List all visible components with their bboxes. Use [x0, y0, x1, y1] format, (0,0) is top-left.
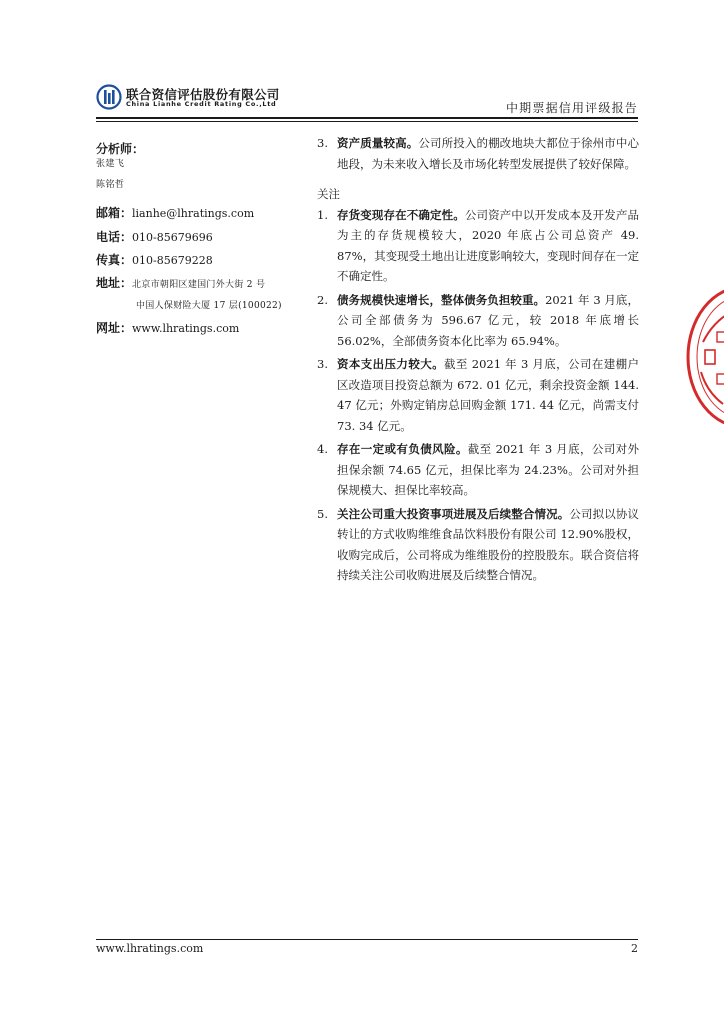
header-divider — [96, 117, 638, 119]
phone-label: 电话： — [96, 230, 133, 244]
item-heading: 存在一定或有负债风险。 — [337, 442, 468, 456]
item-heading: 关注公司重大投资事项进展及后续整合情况。 — [337, 506, 570, 521]
item-number: 3. — [317, 357, 328, 371]
website-label: 网址： — [96, 321, 133, 335]
concerns-title: 关注 — [317, 187, 340, 201]
item-heading: 资本支出压力较大。 — [337, 357, 444, 371]
footer-website-link[interactable]: www.lhratings.com — [96, 942, 204, 955]
analyst-name: 张建飞 — [96, 159, 125, 169]
lianhe-logo-icon — [96, 84, 122, 110]
email-label: 邮箱： — [96, 206, 133, 220]
concern-item — [317, 439, 639, 501]
item-heading: 资产质量较高。 — [337, 136, 419, 150]
company-logo — [96, 84, 286, 112]
analysis-body — [317, 133, 639, 589]
company-name-en: China Lianhe Credit Rating Co.,Ltd — [126, 100, 277, 108]
footer-divider — [96, 939, 638, 940]
company-seal-icon — [683, 282, 724, 432]
item-heading: 存货变现存在不确定性。 — [337, 207, 465, 222]
item-number: 1. — [317, 207, 328, 222]
item-number: 2. — [317, 292, 328, 307]
item-text: 截至 2021 年 3 月底，公司对外担保余额 74.65 亿元，担保比率为 24.23%。公司对外担保规模大、担保比率较高。 — [337, 442, 639, 497]
item-text: 截至 2021 年 3 月底，公司在建棚户区改造项目投资总额为 672. 01 亿元，剩余投资金额 144. 47 亿元；外购定销房总回购金额 171. 44 亿元，尚需支付 73. 34 亿元。 — [337, 357, 639, 433]
item-number: 5. — [317, 506, 328, 521]
document-title: 中期票据信用评级报告 — [505, 101, 638, 115]
item-number: 4. — [317, 442, 328, 456]
header-divider-thin — [96, 121, 638, 122]
fax-label: 传真： — [96, 253, 133, 267]
analyst-name: 陈铭哲 — [96, 180, 125, 190]
concern-item — [317, 205, 639, 287]
strength-item — [317, 133, 639, 174]
website-link[interactable]: www.lhratings.com — [132, 322, 240, 335]
company-name-cn: 联合资信评估股份有限公司 — [126, 87, 280, 102]
concern-item — [317, 354, 639, 436]
address-label: 地址： — [96, 276, 133, 290]
address-line-1: 北京市朝阳区建国门外大街 2 号 — [132, 280, 266, 290]
address-line-2: 中国人保财险大厦 17 层(100022) — [136, 301, 282, 311]
item-text: 公司拟以协议转让的方式收购维维食品饮料股份有限公司 12.90%股权，收购完成后，公司将成为维维股份的控股股东。联合资信将持续关注公司收购进展及后续整合情况。 — [337, 506, 640, 582]
item-number: 3. — [317, 136, 328, 150]
concern-item — [317, 504, 639, 586]
item-heading: 债务规模快速增长，整体债务负担较重。 — [337, 292, 546, 307]
fax-value: 010-85679228 — [132, 254, 213, 267]
page-number: 2 — [631, 942, 638, 955]
analyst-label: 分析师： — [96, 142, 145, 156]
item-text: 公司所投入的棚改地块大都位于徐州市中心地段，为未来收入增长及市场化转型发展提供了较好保障。 — [337, 136, 640, 171]
phone-value: 010-85679696 — [132, 231, 213, 244]
item-text: 2021 年 3 月底，公司全部债务为 596.67 亿元，较 2018 年底增长 56.02%，全部债务资本化比率为 65.94%。 — [337, 292, 639, 348]
email-value[interactable]: lianhe@lhratings.com — [132, 207, 255, 220]
item-text: 公司资产中以开发成本及开发产品为主的存货规模较大，2020 年底占公司总资产 49. 87%，其变现受土地出让进度影响较大，变现时间存在一定不确定性。 — [337, 207, 640, 283]
concern-item — [317, 290, 639, 352]
